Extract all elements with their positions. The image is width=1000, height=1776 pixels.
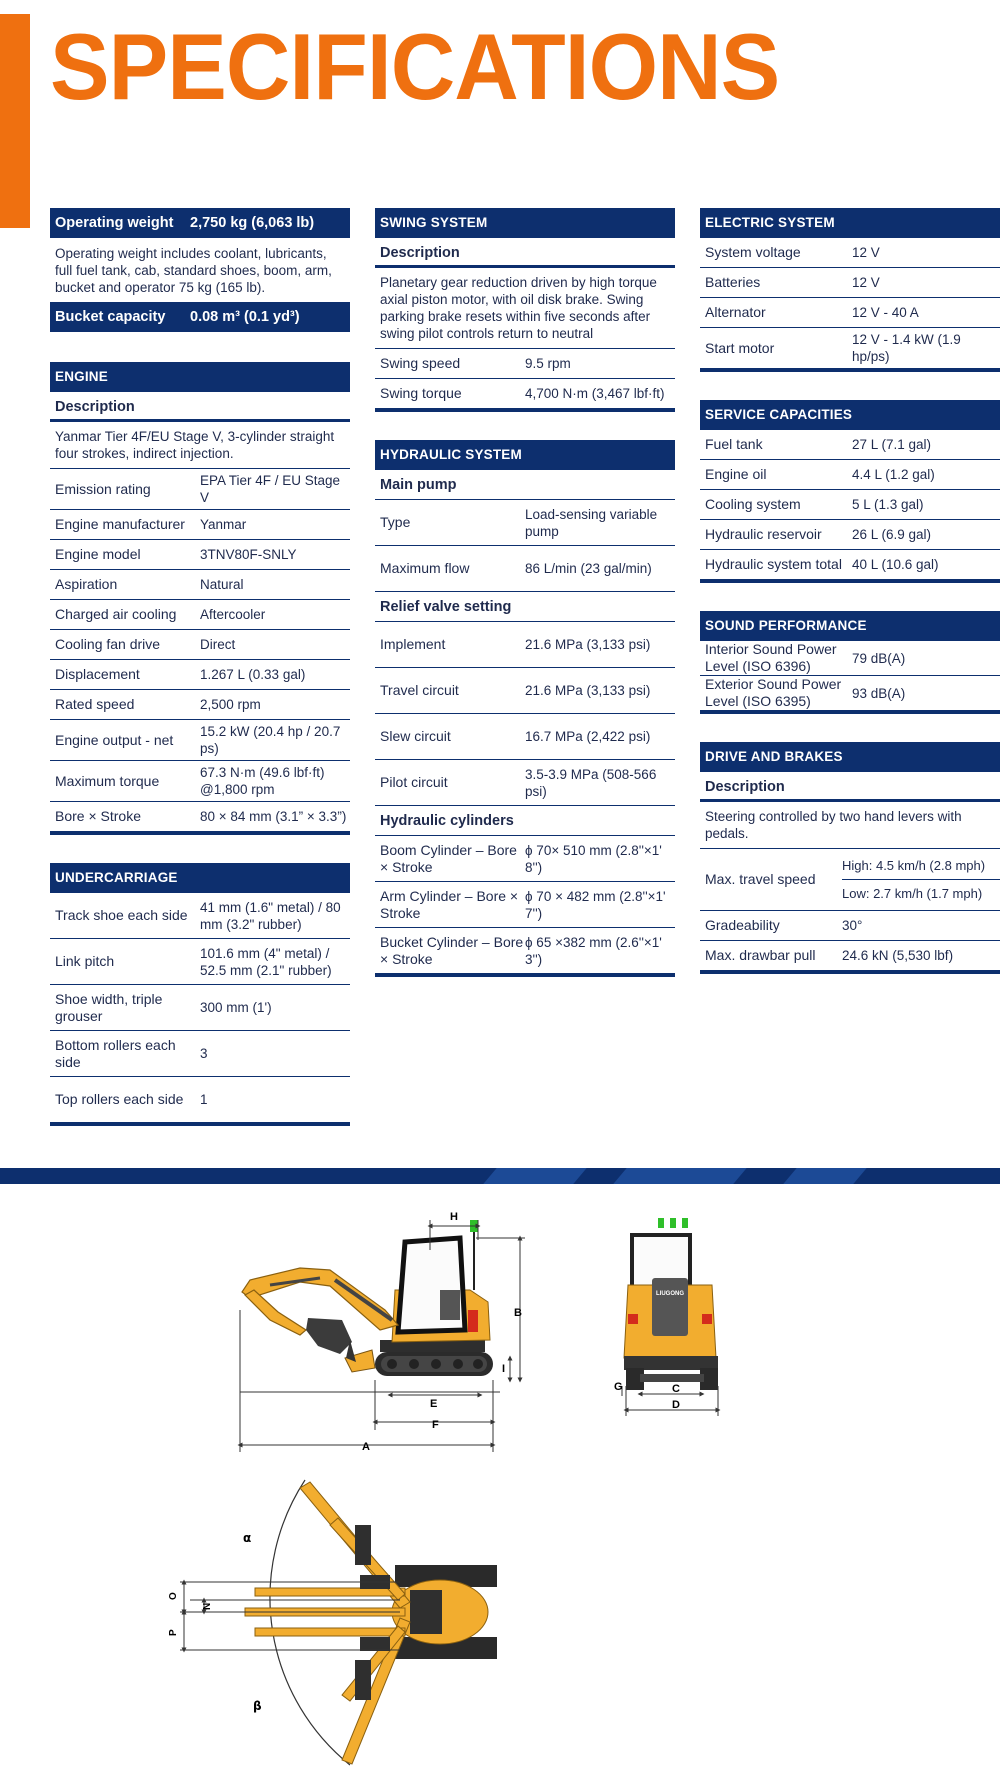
- undercarriage-row: [50, 939, 350, 985]
- undercarriage-row: [50, 1077, 350, 1123]
- dim-label-b: B: [514, 1307, 522, 1319]
- spec-value: 15.2 kW (20.4 hp / 20.7 ps): [200, 724, 341, 756]
- spec-label: Hydraulic reservoir: [705, 526, 822, 542]
- hydraulic-cylinders-row: [375, 882, 675, 928]
- dim-label-h: H: [450, 1211, 458, 1223]
- relief-valve-subheading: Relief valve setting: [375, 592, 675, 622]
- undercarriage-heading: UNDERCARRIAGE: [50, 863, 350, 893]
- bucket-capacity-row: [50, 302, 350, 332]
- engine-row: [50, 660, 350, 690]
- spec-value: 3: [200, 1046, 208, 1061]
- spec-label: Engine oil: [705, 466, 767, 482]
- dim-label-i: I: [502, 1363, 506, 1375]
- drive-rows: [700, 911, 1000, 971]
- service-row: [700, 490, 1000, 520]
- section-divider-stripe: [0, 1168, 1000, 1184]
- spec-label: Start motor: [705, 339, 775, 356]
- spec-value: 2,500 rpm: [200, 697, 261, 712]
- spec-value: 3.5-3.9 MPa (508-566 psi): [525, 766, 657, 799]
- electric-row: [700, 268, 1000, 298]
- spec-value: 9.5 rpm: [525, 356, 571, 371]
- spec-value: 12 V: [852, 275, 880, 290]
- sound-rows: [700, 641, 1000, 711]
- spec-value: ϕ 70 × 482 mm (2.8''×1' 7''): [525, 888, 666, 921]
- sound-section: [700, 611, 1000, 714]
- spec-label: Displacement: [55, 666, 140, 682]
- spec-value: 101.6 mm (4" metal) / 52.5 mm (2.1" rubber): [200, 945, 332, 978]
- engine-row: [50, 570, 350, 600]
- spec-value: 4,700 N·m (3,467 lbf·ft): [525, 386, 665, 401]
- engine-section: [50, 362, 350, 835]
- engine-row: [50, 630, 350, 660]
- travel-speed-low: Low: 2.7 km/h (1.7 mph): [842, 886, 983, 901]
- spec-label: Track shoe each side: [55, 907, 188, 923]
- spec-value: ϕ 65 ×382 mm (2.6''×1' 3''): [525, 934, 662, 967]
- dim-label-g: G: [614, 1381, 623, 1393]
- drive-row: [700, 941, 1000, 971]
- swing-heading: SWING SYSTEM: [375, 208, 675, 238]
- relief-valve-row: [375, 622, 675, 668]
- spec-value: 79 dB(A): [852, 650, 906, 666]
- spec-value: 12 V - 1.4 kW (1.9 hp/ps): [852, 332, 961, 364]
- electric-row: [700, 238, 1000, 268]
- spec-value: ϕ 70× 510 mm (2.8''×1' 8''): [525, 842, 662, 875]
- operating-weight-value: 2,750 kg (6,063 lb): [190, 215, 315, 231]
- operating-weight-label: Operating weight: [55, 215, 174, 231]
- bucket-capacity-value: 0.08 m³ (0.1 yd³): [190, 309, 300, 325]
- dim-label-f: F: [432, 1419, 439, 1431]
- spec-value: Direct: [200, 637, 236, 652]
- spec-label: Bore × Stroke: [55, 808, 141, 824]
- angle-label-beta: β: [253, 1699, 262, 1713]
- spec-value: 86 L/min (23 gal/min): [525, 561, 652, 576]
- spec-label: Implement: [380, 636, 446, 652]
- side-view-excavator: [240, 1220, 525, 1452]
- spec-value: 30°: [842, 918, 863, 933]
- hydraulic-cylinders-row: [375, 836, 675, 882]
- engine-row: [50, 600, 350, 630]
- operating-weight-description: Operating weight includes coolant, lubricants, full fuel tank, cab, standard shoes, boom, arm, bucket and operator 75 kg (165 lb).: [55, 246, 332, 295]
- spec-label: Top rollers each side: [55, 1091, 184, 1107]
- drive-section: [700, 742, 1000, 974]
- undercarriage-row: [50, 893, 350, 939]
- main-pump-row: [375, 546, 675, 592]
- spec-value: 21.6 MPa (3,133 psi): [525, 637, 651, 652]
- spec-label: Slew circuit: [380, 728, 451, 744]
- electric-row: [700, 328, 1000, 369]
- service-section: [700, 400, 1000, 583]
- engine-row: [50, 540, 350, 570]
- spec-label: Bottom rollers each side: [55, 1036, 176, 1070]
- sound-heading: SOUND PERFORMANCE: [700, 611, 1000, 641]
- column-right: [700, 208, 1000, 1002]
- swing-row: [375, 349, 675, 379]
- spec-label: Hydraulic system total: [705, 556, 842, 572]
- swing-row: [375, 379, 675, 409]
- dim-label-d: D: [672, 1399, 680, 1411]
- travel-speed-values: [842, 849, 1000, 910]
- spec-value: Load-sensing variable pump: [525, 506, 658, 539]
- service-row: [700, 520, 1000, 550]
- spec-value: 12 V - 40 A: [852, 305, 919, 320]
- swing-description: Planetary gear reduction driven by high torque axial piston motor, with oil disk brake. Swing parking brake resets within five seconds after swing pilot controls return to neutral: [375, 268, 675, 349]
- electric-row: [700, 298, 1000, 328]
- bucket-capacity-label: Bucket capacity: [55, 309, 166, 325]
- hydraulic-heading: HYDRAULIC SYSTEM: [375, 440, 675, 470]
- spec-value: 26 L (6.9 gal): [852, 527, 932, 542]
- spec-label: Maximum flow: [380, 560, 470, 576]
- column-left: [50, 208, 350, 1154]
- angle-label-alpha: α: [243, 1531, 252, 1545]
- divider-slant: [483, 1168, 586, 1184]
- spec-label: Max. drawbar pull: [705, 947, 816, 963]
- undercarriage-row: [50, 985, 350, 1031]
- spec-value: 67.3 N·m (49.6 lbf·ft) @1,800 rpm: [200, 765, 325, 797]
- travel-speed-high: High: 4.5 km/h (2.8 mph): [842, 852, 1000, 880]
- spec-value: 27 L (7.1 gal): [852, 437, 932, 452]
- spec-label: Batteries: [705, 274, 761, 290]
- spec-label: Cooling system: [705, 496, 801, 512]
- swing-section: [375, 208, 675, 412]
- operating-weight-block: [50, 208, 350, 332]
- divider-slant: [613, 1168, 746, 1184]
- dim-label-a: A: [362, 1441, 370, 1453]
- spec-value: Aftercooler: [200, 607, 266, 622]
- dim-label-n: N: [202, 1602, 213, 1610]
- dimension-diagrams: [0, 1190, 1000, 1776]
- spec-label: Alternator: [705, 304, 766, 320]
- engine-row: [50, 690, 350, 720]
- spec-value: 80 × 84 mm (3.1” × 3.3”): [200, 809, 347, 824]
- electric-section: [700, 208, 1000, 372]
- spec-label: Gradeability: [705, 917, 780, 933]
- divider-slant: [783, 1168, 866, 1184]
- main-pump-row: [375, 500, 675, 546]
- travel-speed-label: Max. travel speed: [705, 871, 816, 887]
- spec-value: 5 L (1.3 gal): [852, 497, 924, 512]
- engine-row: [50, 510, 350, 540]
- dim-label-p: P: [168, 1629, 179, 1636]
- spec-label: Exterior Sound Power Level (ISO 6395): [705, 676, 842, 709]
- sound-row: [700, 641, 1000, 676]
- undercarriage-row: [50, 1031, 350, 1077]
- service-row: [700, 460, 1000, 490]
- spec-label: System voltage: [705, 244, 801, 260]
- spec-label: Arm Cylinder – Bore × Stroke: [380, 887, 519, 921]
- service-heading: SERVICE CAPACITIES: [700, 400, 1000, 430]
- spec-label: Fuel tank: [705, 436, 763, 452]
- spec-label: Charged air cooling: [55, 606, 177, 622]
- service-row: [700, 430, 1000, 460]
- spec-value: 93 dB(A): [852, 685, 906, 701]
- hydraulic-cylinders-rows: [375, 836, 675, 974]
- dim-label-o: O: [168, 1592, 179, 1600]
- spec-label: Pilot circuit: [380, 774, 448, 790]
- operating-weight-row: [50, 208, 350, 238]
- relief-valve-row: [375, 668, 675, 714]
- drive-description: Steering controlled by two hand levers with pedals.: [700, 802, 1000, 849]
- undercarriage-section: [50, 863, 350, 1126]
- hydraulic-cylinders-subheading: Hydraulic cylinders: [375, 806, 675, 836]
- dim-label-c: C: [672, 1383, 680, 1395]
- spec-label: Aspiration: [55, 576, 118, 592]
- drive-heading: DRIVE AND BRAKES: [700, 742, 1000, 772]
- main-pump-rows: [375, 500, 675, 592]
- spec-value: 40 L (10.6 gal): [852, 557, 939, 572]
- front-view-excavator: [622, 1218, 718, 1416]
- main-pump-subheading: Main pump: [375, 470, 675, 500]
- spec-label: Shoe width, triple grouser: [55, 990, 163, 1024]
- spec-value: 12 V: [852, 245, 880, 260]
- relief-valve-rows: [375, 622, 675, 806]
- travel-speed-row: [700, 849, 1000, 911]
- engine-heading: ENGINE: [50, 362, 350, 392]
- spec-value: 1: [200, 1092, 208, 1107]
- service-rows: [700, 430, 1000, 580]
- electric-rows: [700, 238, 1000, 369]
- spec-label: Interior Sound Power Level (ISO 6396): [705, 641, 837, 674]
- hydraulic-section: [375, 440, 675, 977]
- swing-subheading: Description: [375, 238, 675, 268]
- spec-label: Type: [380, 514, 411, 530]
- spec-label: Engine output - net: [55, 731, 174, 748]
- title-accent-bar: [0, 14, 30, 228]
- spec-value: Yanmar: [200, 517, 247, 532]
- spec-label: Rated speed: [55, 696, 135, 712]
- spec-value: 300 mm (1'): [200, 1000, 272, 1015]
- top-view-swing-diagram: [180, 1480, 497, 1765]
- dim-label-e: E: [430, 1398, 438, 1410]
- hydraulic-cylinders-row: [375, 928, 675, 974]
- column-middle: [375, 208, 675, 1005]
- engine-subheading: Description: [50, 392, 350, 422]
- spec-label: Emission rating: [55, 480, 151, 497]
- spec-label: Travel circuit: [380, 682, 459, 698]
- spec-label: Maximum torque: [55, 772, 160, 789]
- engine-description: Yanmar Tier 4F/EU Stage V, 3-cylinder straight four strokes, indirect injection.: [50, 422, 350, 469]
- engine-row: [50, 802, 350, 832]
- relief-valve-row: [375, 760, 675, 806]
- spec-label: Swing speed: [380, 355, 461, 371]
- spec-label: Bucket Cylinder – Bore × Stroke: [380, 933, 524, 967]
- spec-value: 21.6 MPa (3,133 psi): [525, 683, 651, 698]
- swing-rows: [375, 349, 675, 409]
- spec-value: 24.6 kN (5,530 lbf): [842, 948, 954, 963]
- spec-label: Engine manufacturer: [55, 516, 185, 532]
- spec-value: 41 mm (1.6" metal) / 80 mm (3.2" rubber): [200, 899, 341, 932]
- engine-row: [50, 720, 350, 761]
- relief-valve-row: [375, 714, 675, 760]
- front-brand-logo: LIUGONG: [656, 1291, 684, 1297]
- spec-value: 1.267 L (0.33 gal): [200, 667, 306, 682]
- spec-value: 3TNV80F-SNLY: [200, 547, 297, 562]
- spec-label: Cooling fan drive: [55, 636, 161, 652]
- service-row: [700, 550, 1000, 580]
- engine-rows: [50, 469, 350, 832]
- undercarriage-rows: [50, 893, 350, 1123]
- spec-label: Boom Cylinder – Bore × Stroke: [380, 841, 517, 875]
- spec-value: 16.7 MPa (2,422 psi): [525, 729, 651, 744]
- engine-row: [50, 469, 350, 510]
- drive-subheading: Description: [700, 772, 1000, 802]
- page-title: SPECIFICATIONS: [50, 14, 780, 119]
- spec-label: Swing torque: [380, 385, 462, 401]
- drive-row: [700, 911, 1000, 941]
- excavator-drawings: [0, 1190, 1000, 1776]
- electric-heading: ELECTRIC SYSTEM: [700, 208, 1000, 238]
- spec-label: Link pitch: [55, 953, 115, 969]
- spec-value: EPA Tier 4F / EU Stage V: [200, 473, 341, 505]
- spec-value: Natural: [200, 577, 244, 592]
- sound-row: [700, 676, 1000, 711]
- spec-value: 4.4 L (1.2 gal): [852, 467, 935, 482]
- engine-row: [50, 761, 350, 802]
- spec-label: Engine model: [55, 546, 141, 562]
